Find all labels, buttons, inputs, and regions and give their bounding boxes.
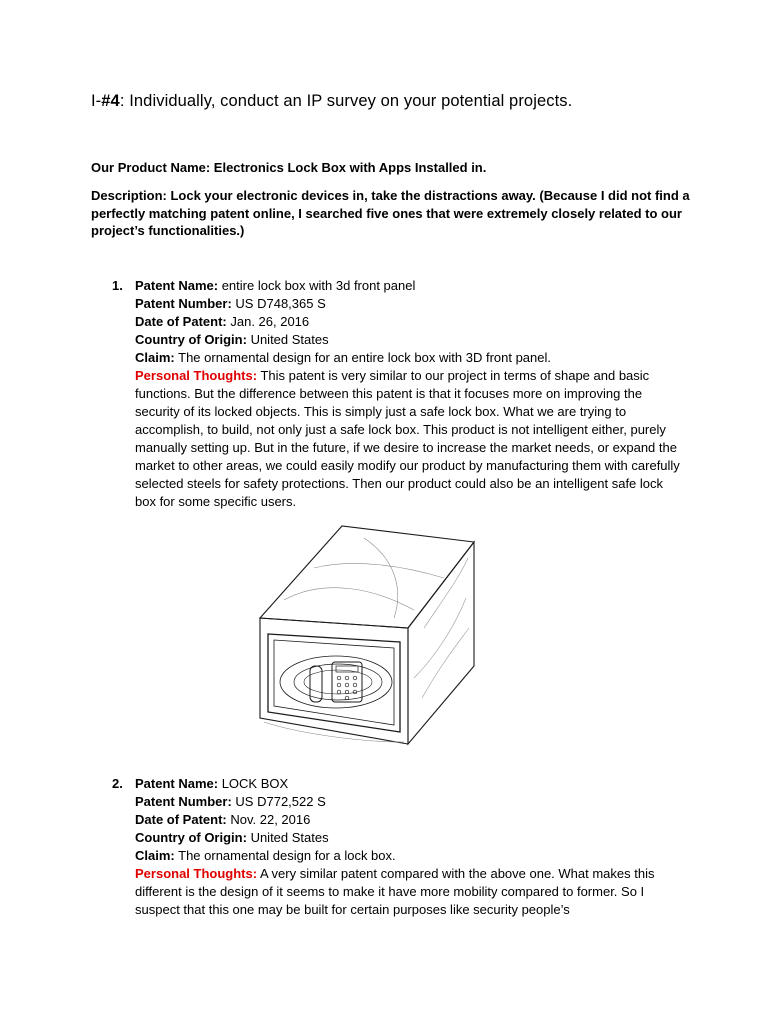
patent-country-label: Country of Origin: (135, 830, 247, 845)
patent-name-value: LOCK BOX (221, 776, 289, 791)
patent-country-row (135, 829, 682, 847)
patent-date-row (135, 313, 682, 331)
patent-claim-row (135, 349, 682, 367)
personal-thoughts-label: Personal Thoughts: (135, 368, 258, 383)
heading-prefix: I- (91, 92, 102, 110)
personal-thoughts-text: This patent is very similar to our project in terms of shape and basic functions. But the difference between this patent is that it focuses more on improving the security of its locked objects. This is simply just a safe lock box. What we are trying to accomplish, to build, not only just a safe lock box. This product is not intelligent either, purely manually setting up. But in the future, if we desire to increase the market needs, or expand the market to other areas, we could easily modify our product by manufacturing them with carefully selected steels for safety protections. Then our product could also be an intelligent safe lock box for some specific users. (135, 368, 680, 509)
patent-name-value: entire lock box with 3d front panel (221, 278, 416, 293)
patent-claim-label: Claim: (135, 350, 175, 365)
heading-tag: #4 (101, 92, 120, 110)
patent-claim-label: Claim: (135, 848, 175, 863)
patent-country-value: United States (250, 830, 329, 845)
personal-thoughts (135, 367, 680, 511)
page-heading (91, 92, 572, 111)
patent-entry-2 (112, 775, 682, 919)
patent-claim-row (135, 847, 682, 865)
patent-number-label: Patent Number: (135, 794, 232, 809)
patent-number-row (135, 793, 682, 811)
product-name: Our Product Name: Electronics Lock Box with Apps Installed in. (91, 160, 487, 175)
patent-index: 2. (112, 776, 123, 791)
patent-date-row (135, 811, 682, 829)
personal-thoughts (135, 865, 680, 919)
patent-entry-1 (112, 277, 682, 511)
patent-name-row (135, 277, 682, 295)
patent-claim-value: The ornamental design for an entire lock box with 3D front panel. (178, 350, 551, 365)
patent-number-value: US D748,365 S (235, 296, 326, 311)
patent-name-label: Patent Name: (135, 278, 219, 293)
personal-thoughts-text: A very similar patent compared with the above one. What makes this different is the design of it seems to make it have more mobility compared to former. So I suspect that this one may be built for certain purposes like security people’s (135, 866, 655, 917)
patent-number-value: US D772,522 S (235, 794, 326, 809)
patent-name-label: Patent Name: (135, 776, 219, 791)
patent-claim-value: The ornamental design for a lock box. (178, 848, 396, 863)
patent-country-value: United States (250, 332, 329, 347)
patent-date-value: Jan. 26, 2016 (230, 314, 310, 329)
product-description: Description: Lock your electronic devices in, take the distractions away. (Because I did not find a perfectly matching patent online, I searched five ones that were extremely closely related to our project’s functionalities.) (91, 188, 690, 238)
lock-box-patent-drawing-icon (254, 518, 476, 754)
patent-number-label: Patent Number: (135, 296, 232, 311)
patent-name-row (135, 775, 682, 793)
patent-index: 1. (112, 278, 123, 293)
patent-date-label: Date of Patent: (135, 812, 227, 827)
personal-thoughts-label: Personal Thoughts: (135, 866, 258, 881)
lock-box-figure (254, 518, 476, 754)
patent-date-label: Date of Patent: (135, 314, 227, 329)
patent-country-label: Country of Origin: (135, 332, 247, 347)
patent-country-row (135, 331, 682, 349)
heading-text: : Individually, conduct an IP survey on your potential projects. (119, 92, 573, 110)
patent-number-row (135, 295, 682, 313)
patent-date-value: Nov. 22, 2016 (230, 812, 311, 827)
